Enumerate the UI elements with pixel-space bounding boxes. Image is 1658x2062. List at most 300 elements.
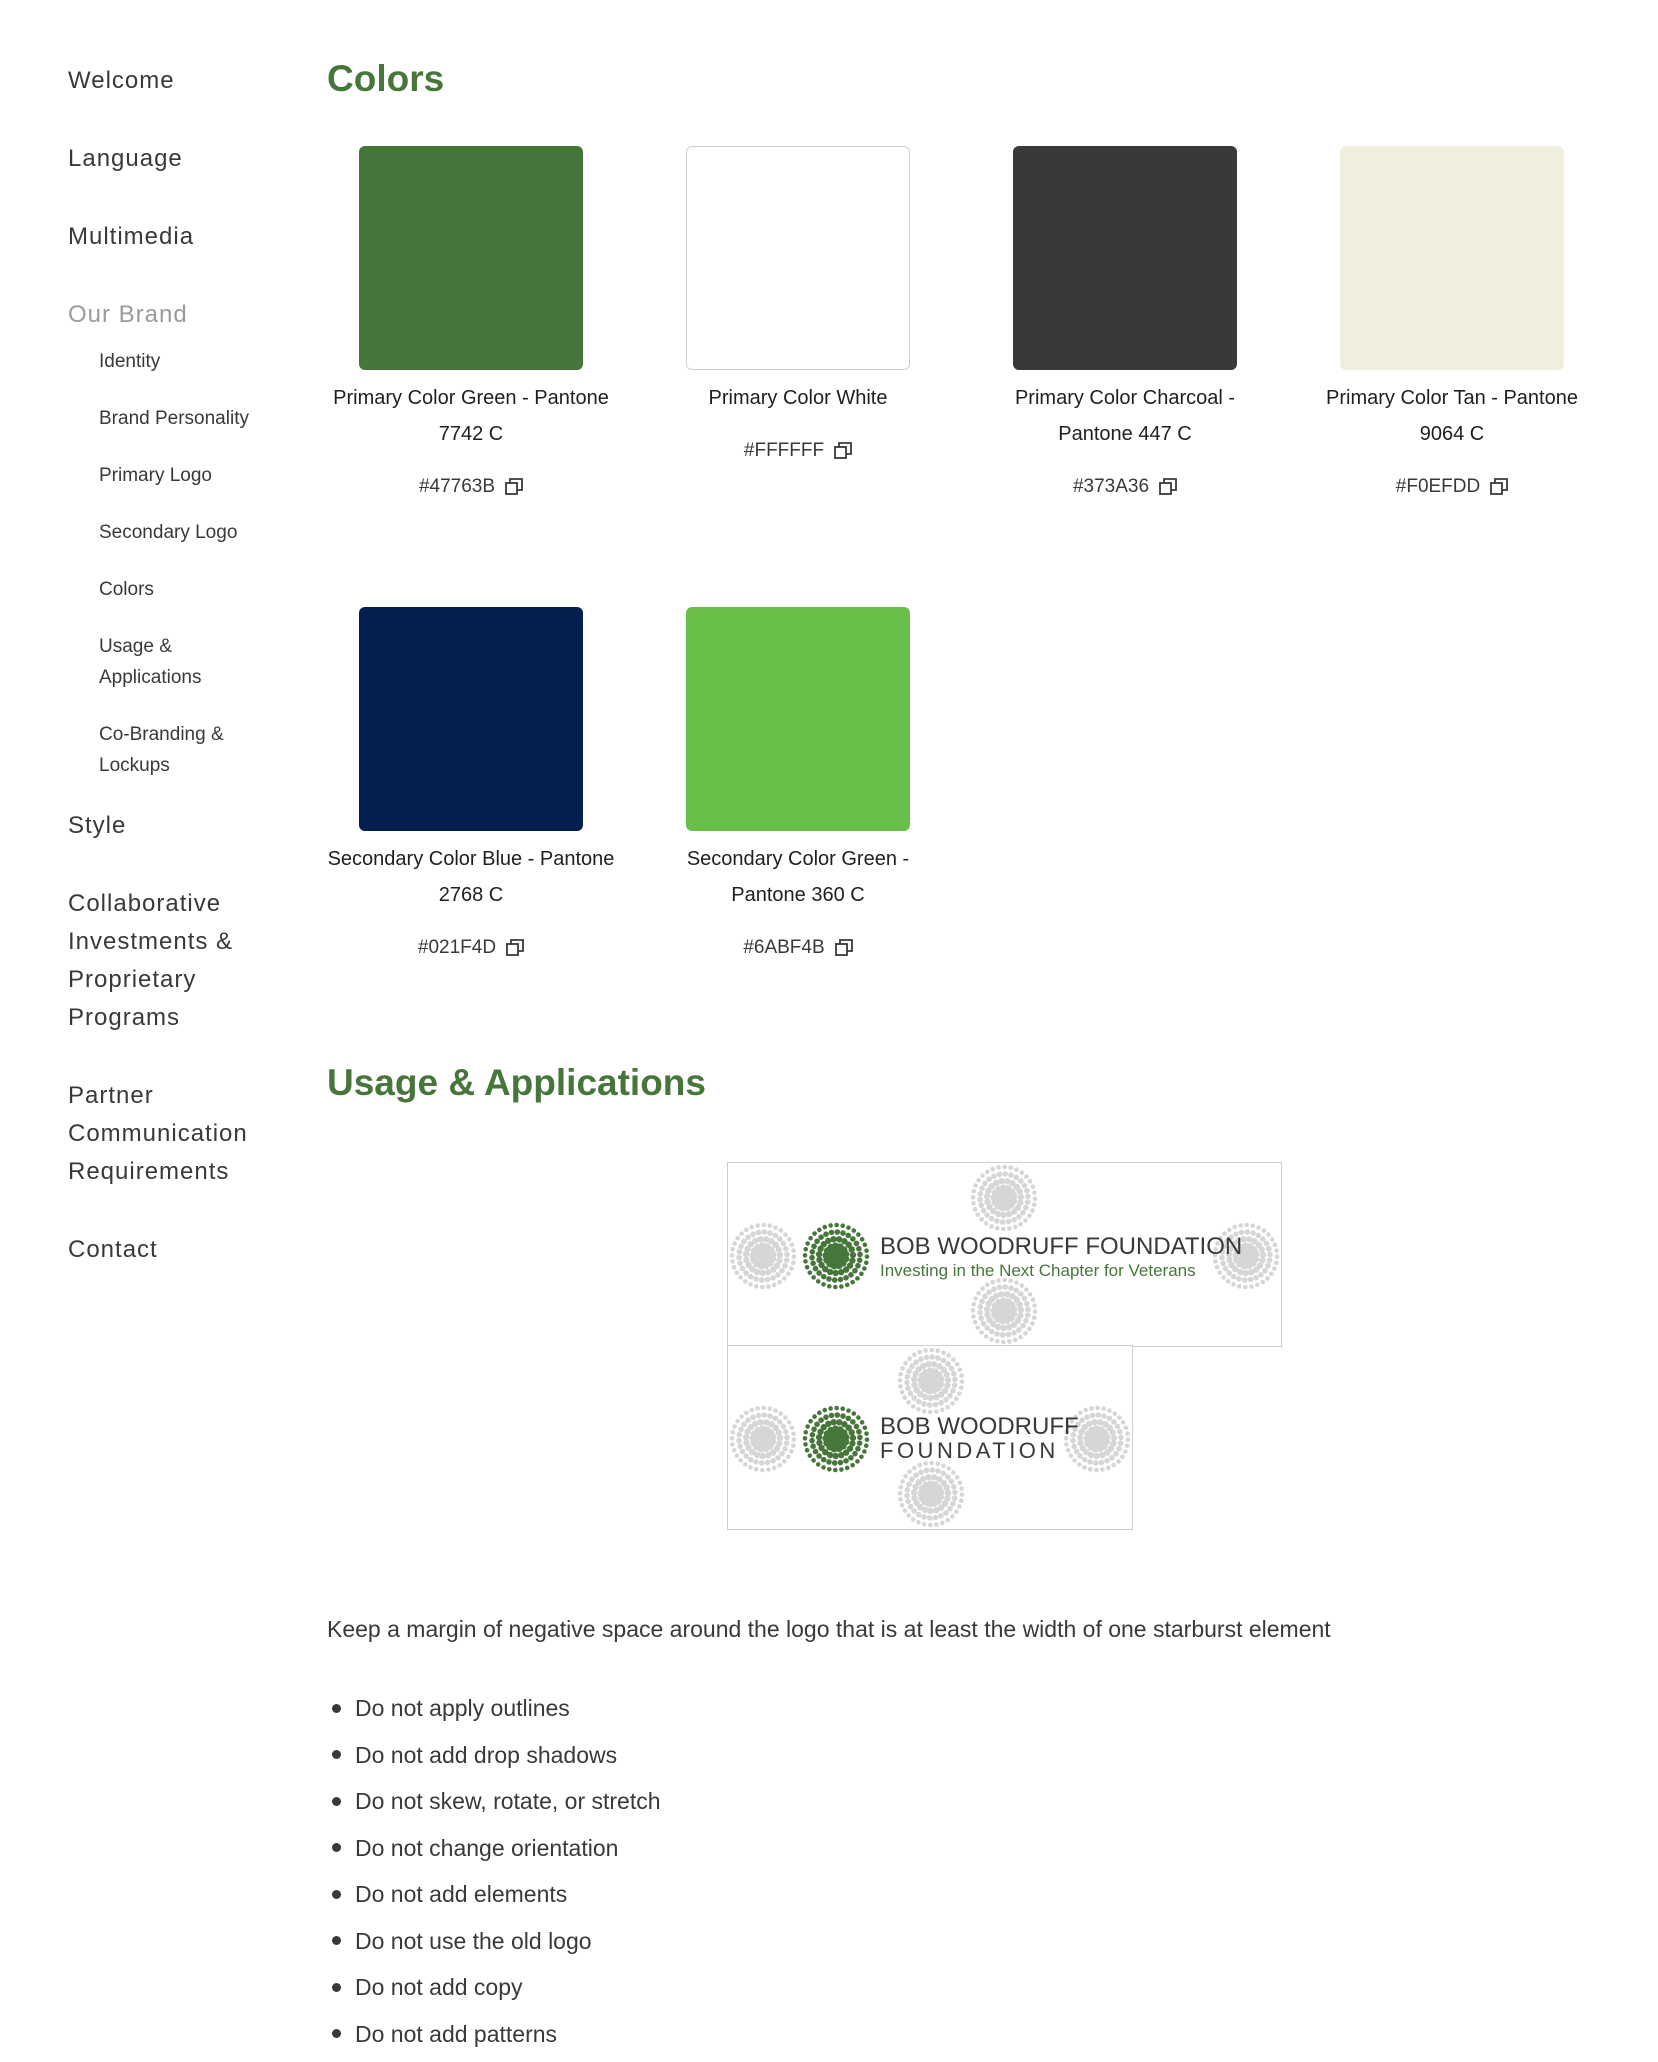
starburst-dot <box>821 1274 827 1280</box>
starburst-dot <box>979 1217 984 1222</box>
starburst-dot <box>986 1289 992 1295</box>
starburst-dot <box>1032 1202 1037 1207</box>
starburst-dot <box>990 1167 995 1172</box>
starburst-dot <box>951 1484 957 1490</box>
starburst-dot <box>741 1239 747 1245</box>
starburst-dot <box>1030 1208 1035 1213</box>
nav-item-language[interactable]: Language <box>68 145 183 172</box>
starburst-dot <box>913 1472 919 1478</box>
starburst-dot <box>1018 1178 1024 1184</box>
nav-item-contact[interactable]: Contact <box>68 1236 158 1263</box>
starburst-dot <box>998 1178 1004 1184</box>
starburst-dot <box>818 1234 824 1240</box>
starburst-dot <box>1079 1417 1085 1423</box>
bullet-icon <box>332 1750 341 1759</box>
starburst-dot <box>816 1440 822 1446</box>
swatch-card <box>321 607 621 959</box>
starburst-dot <box>842 1434 849 1441</box>
starburst-dot <box>952 1490 958 1496</box>
swatch-name: Primary Color Tan - Pantone 9064 C <box>1326 387 1578 445</box>
rule-text: Do not apply outlines <box>355 1695 570 1721</box>
color-swatch <box>1013 146 1237 370</box>
starburst-dot <box>761 1223 766 1228</box>
starburst-dot <box>850 1252 856 1258</box>
starburst-dot <box>1082 1465 1087 1470</box>
starburst-dot <box>855 1446 861 1452</box>
starburst-dot <box>1022 1296 1028 1302</box>
starburst-dot <box>1116 1446 1122 1452</box>
starburst-dot <box>805 1241 810 1246</box>
starburst-dot <box>759 1277 765 1283</box>
starburst-dot <box>743 1453 749 1459</box>
starburst-dot <box>817 1411 822 1416</box>
starburst-dot <box>991 1173 997 1179</box>
starburst-dot <box>737 1443 743 1449</box>
rule-text: Do not skew, rotate, or stretch <box>355 1788 661 1814</box>
sidebar-nav <box>68 62 298 1309</box>
starburst-dot <box>776 1429 782 1435</box>
starburst-dot <box>778 1411 783 1416</box>
starburst-dot <box>1272 1266 1277 1271</box>
starburst-dot <box>1118 1440 1124 1446</box>
starburst-dot <box>1000 1332 1006 1338</box>
starburst-dot <box>979 1185 985 1191</box>
starburst-dot <box>1244 1229 1250 1235</box>
starburst-dot <box>959 1486 964 1491</box>
starburst-dot <box>1024 1188 1030 1194</box>
starburst-dot <box>777 1236 783 1242</box>
starburst-dot <box>833 1285 838 1290</box>
starburst-dot <box>850 1463 855 1468</box>
starburst-dot <box>1091 1419 1097 1425</box>
rule-text: Do not use the old logo <box>355 1927 592 1954</box>
starburst-dot <box>864 1260 869 1265</box>
starburst-dot <box>984 1212 990 1218</box>
starburst-dot <box>911 1489 917 1495</box>
starburst-dot <box>739 1231 744 1236</box>
starburst-dot <box>1248 1269 1254 1275</box>
starburst-dot <box>1231 1282 1236 1287</box>
starburst-dot <box>766 1467 771 1472</box>
bullet-icon <box>332 1890 341 1899</box>
starburst-dot <box>1007 1339 1012 1344</box>
starburst-dot <box>770 1275 776 1281</box>
starburst-dot <box>777 1280 782 1285</box>
copy-icon[interactable] <box>1159 478 1177 496</box>
starburst-dot <box>1269 1271 1274 1276</box>
starburst-dot <box>945 1405 950 1410</box>
nav-subitem-primary-logo[interactable]: Primary Logo <box>99 465 212 486</box>
starburst-dot <box>1018 1194 1024 1200</box>
starburst-dot <box>1010 1306 1017 1313</box>
starburst-dot <box>938 1400 944 1406</box>
starburst-dot <box>863 1425 868 1430</box>
starburst-dot <box>767 1413 773 1419</box>
starburst-dot <box>900 1479 905 1484</box>
starburst-dot <box>945 1518 950 1523</box>
nav-subitem-brand-personality[interactable]: Brand Personality <box>99 408 249 429</box>
starburst-dot <box>997 1172 1003 1178</box>
starburst-dot <box>730 1247 735 1252</box>
starburst-dot <box>849 1429 855 1435</box>
starburst-dot <box>850 1419 856 1425</box>
starburst-dot <box>1237 1284 1242 1289</box>
starburst-dot <box>773 1225 778 1230</box>
starburst-dot <box>829 1230 835 1236</box>
starburst-dot <box>834 1406 839 1411</box>
starburst-dot <box>846 1225 851 1230</box>
starburst-dot <box>950 1501 956 1507</box>
starburst-dot <box>773 1408 778 1413</box>
starburst-dot <box>769 1434 776 1441</box>
nav-item-partner[interactable]: Partner Communication Requirements <box>68 1082 248 1185</box>
starburst-dot <box>833 1468 838 1473</box>
starburst-dot <box>946 1353 951 1358</box>
starburst-dot <box>738 1426 744 1432</box>
starburst-dot <box>1027 1213 1032 1218</box>
starburst-dot <box>737 1432 743 1438</box>
starburst-dot <box>1000 1219 1006 1225</box>
starburst-dot <box>1017 1188 1023 1194</box>
nav-item-multimedia[interactable]: Multimedia <box>68 223 195 250</box>
starburst-dot <box>1001 1227 1006 1232</box>
starburst-dot <box>937 1489 944 1496</box>
logo-wordmark: BOB WOODRUFF <box>880 1413 1079 1440</box>
starburst-dot <box>922 1522 927 1527</box>
starburst-dot <box>756 1413 762 1419</box>
starburst-dot <box>934 1522 939 1527</box>
starburst-dot <box>1017 1199 1023 1205</box>
starburst-dot <box>1030 1321 1035 1326</box>
starburst-dot <box>898 1378 903 1383</box>
starburst-dot <box>1032 1315 1037 1320</box>
starburst-dot <box>1002 1165 1007 1170</box>
copy-icon[interactable] <box>834 442 852 460</box>
starburst-dot <box>978 1304 984 1310</box>
starburst-dot <box>1011 1217 1017 1223</box>
starburst-dot <box>1259 1246 1265 1252</box>
starburst-dot <box>842 1251 849 1258</box>
starburst-dot <box>803 1442 808 1447</box>
nav-subitem-identity[interactable]: Identity <box>99 351 161 372</box>
starburst-dot <box>995 1339 1000 1344</box>
starburst-dot <box>1121 1420 1126 1425</box>
starburst-dot <box>840 1230 846 1236</box>
starburst-dot <box>775 1455 781 1461</box>
starburst-dot <box>1018 1335 1023 1340</box>
starburst-dot <box>1001 1340 1006 1345</box>
starburst-dot <box>857 1435 863 1441</box>
starburst-dot <box>813 1266 819 1272</box>
starburst-dot <box>789 1266 794 1271</box>
starburst-dot <box>1023 1205 1029 1211</box>
starburst-dot <box>735 1236 740 1241</box>
starburst-dot <box>960 1379 965 1384</box>
starburst-dot <box>943 1397 949 1403</box>
hex-row <box>648 937 948 959</box>
starburst-dot <box>973 1320 978 1325</box>
starburst-dot <box>741 1422 747 1428</box>
starburst-dot <box>937 1376 944 1383</box>
starburst-dot <box>730 1253 735 1258</box>
hex-value: #F0EFDD <box>1395 476 1481 497</box>
starburst-dot <box>1095 1406 1100 1411</box>
starburst-dot <box>777 1435 783 1441</box>
starburst-dot <box>952 1377 958 1383</box>
starburst-dot <box>906 1368 912 1374</box>
starburst-dot <box>776 1246 782 1252</box>
starburst-dot <box>740 1449 746 1455</box>
starburst-dot <box>784 1435 790 1441</box>
starburst-dot <box>738 1275 743 1280</box>
hex-row <box>321 476 621 498</box>
starburst-dot <box>1215 1265 1220 1270</box>
starburst-dot <box>843 1275 849 1281</box>
color-swatch <box>359 607 583 831</box>
nav-item-our-brand[interactable]: Our Brand <box>68 301 188 328</box>
starburst-dot <box>1250 1223 1255 1228</box>
starburst-dot <box>982 1294 988 1300</box>
nav-subitem-colors[interactable]: Colors <box>99 579 154 600</box>
starburst-dot <box>907 1356 912 1361</box>
list-item <box>332 1778 661 1825</box>
starburst-dot <box>735 1270 740 1275</box>
starburst-dot <box>743 1251 749 1257</box>
starburst-dot <box>971 1201 976 1206</box>
hex-row <box>321 937 621 959</box>
starburst-dot <box>1106 1416 1112 1422</box>
starburst-dot <box>980 1286 985 1291</box>
starburst-dot <box>1253 1275 1259 1281</box>
color-swatch <box>359 146 583 370</box>
starburst-dot <box>900 1366 905 1371</box>
starburst-dot <box>1028 1292 1033 1297</box>
starburst-dot <box>938 1513 944 1519</box>
starburst-dot <box>1011 1330 1017 1336</box>
starburst-dot <box>743 1434 749 1440</box>
starburst-dot <box>816 1434 822 1440</box>
starburst-dot <box>933 1507 939 1513</box>
starburst-dot <box>826 1276 832 1282</box>
starburst-dot <box>977 1310 983 1316</box>
starburst-dot <box>1013 1225 1018 1230</box>
starburst-dot <box>839 1284 844 1289</box>
starburst-dot <box>1064 1442 1069 1447</box>
starburst-dot <box>805 1265 810 1270</box>
starburst-dot <box>986 1176 992 1182</box>
starburst-dot <box>1008 1165 1013 1170</box>
starburst-dot <box>1101 1413 1107 1419</box>
starburst-dot <box>916 1399 922 1405</box>
starburst-dot <box>1020 1210 1026 1216</box>
copy-icon[interactable] <box>506 939 524 957</box>
swatch-card <box>975 146 1275 498</box>
starburst-dot <box>859 1454 864 1459</box>
nav-item-style[interactable]: Style <box>68 812 127 839</box>
starburst-dot <box>1238 1223 1243 1228</box>
starburst-dot <box>783 1246 789 1252</box>
nav-subitem-cobranding[interactable]: Co-Branding & Lockups <box>99 724 224 776</box>
starburst-dot <box>1124 1425 1129 1430</box>
starburst-dot <box>803 1247 808 1252</box>
starburst-dot <box>772 1466 777 1471</box>
starburst-dot <box>1013 1288 1019 1294</box>
starburst-dot <box>927 1515 933 1521</box>
nav-item-welcome[interactable]: Welcome <box>68 67 175 94</box>
starburst-dot <box>812 1414 817 1419</box>
starburst-dot <box>732 1424 737 1429</box>
starburst-dot <box>857 1257 863 1263</box>
starburst-dot <box>976 1325 981 1330</box>
starburst-dot <box>851 1228 856 1233</box>
starburst-dot <box>935 1468 941 1474</box>
starburst-dot <box>979 1330 984 1335</box>
starburst-dot <box>976 1212 981 1217</box>
starburst-dot <box>730 1259 735 1264</box>
starburst-dot <box>760 1468 765 1473</box>
starburst-dot <box>906 1513 911 1518</box>
starburst-dot <box>989 1329 995 1335</box>
starburst-dot <box>783 1429 789 1435</box>
starburst-dot <box>1220 1260 1226 1266</box>
starburst-dot <box>954 1396 959 1401</box>
starburst-dot <box>865 1254 870 1259</box>
starburst-dot <box>951 1357 956 1362</box>
list-item <box>332 1685 661 1732</box>
starburst-dot <box>840 1413 846 1419</box>
copy-icon[interactable] <box>505 478 523 496</box>
starburst-dot <box>1020 1323 1026 1329</box>
starburst-dot <box>845 1233 851 1239</box>
starburst-dot <box>1074 1449 1080 1455</box>
starburst-dot <box>757 1419 763 1425</box>
rule-text: Do not add drop shadows <box>355 1741 618 1768</box>
starburst-dot <box>821 1465 826 1470</box>
starburst-dot <box>1006 1211 1012 1217</box>
starburst-dot <box>984 1193 990 1199</box>
starburst-dot <box>911 1495 917 1501</box>
starburst-dot <box>905 1385 911 1391</box>
nav-subitem-secondary-logo[interactable]: Secondary Logo <box>99 522 238 543</box>
starburst-dot <box>903 1395 908 1400</box>
starburst-dot <box>848 1455 854 1461</box>
nav-subitem-usage[interactable]: Usage & Applications <box>99 636 202 688</box>
starburst-dot <box>827 1467 832 1472</box>
starburst-dot <box>1072 1458 1077 1463</box>
starburst-dot <box>792 1254 797 1259</box>
starburst-dot <box>940 1521 945 1526</box>
starburst-dot <box>805 1448 810 1453</box>
starburst-dot <box>845 1283 850 1288</box>
starburst-dot <box>996 1165 1001 1170</box>
starburst-dot <box>1104 1458 1110 1464</box>
starburst-dot <box>1111 1419 1117 1425</box>
starburst-dot <box>860 1237 865 1242</box>
starburst-dot <box>927 1508 933 1514</box>
starburst-dot <box>927 1402 933 1408</box>
starburst-dot <box>792 1437 797 1442</box>
starburst-dot <box>951 1371 957 1377</box>
starburst-dot <box>748 1274 754 1280</box>
swatch-card <box>648 146 948 462</box>
starburst-dot <box>911 1376 917 1382</box>
starburst-dot <box>944 1484 950 1490</box>
hex-row <box>648 440 948 462</box>
starburst-dot <box>855 1263 861 1269</box>
starburst-dot <box>843 1458 849 1464</box>
starburst-dot <box>832 1270 838 1276</box>
starburst-dot <box>1100 1467 1105 1472</box>
starburst-dot <box>816 1453 822 1459</box>
starburst-dot <box>921 1401 927 1407</box>
starburst-dot <box>1019 1170 1024 1175</box>
logo-rules-list <box>332 1685 661 2057</box>
starburst-dot <box>1006 1324 1012 1330</box>
starburst-dot <box>732 1448 737 1453</box>
starburst-dot <box>748 1457 754 1463</box>
starburst-dot <box>839 1467 844 1472</box>
starburst-dot <box>994 1331 1000 1337</box>
starburst-dot <box>854 1424 860 1430</box>
starburst-dot <box>984 1312 990 1318</box>
starburst-dot <box>832 1453 838 1459</box>
starburst-dot <box>845 1416 851 1422</box>
starburst-dot <box>748 1282 753 1287</box>
starburst-dot <box>985 1170 990 1175</box>
starburst-dot <box>850 1435 856 1441</box>
starburst-dot <box>1010 1193 1017 1200</box>
starburst-dot <box>898 1384 903 1389</box>
starburst-dot <box>776 1440 782 1446</box>
starburst-dot <box>971 1189 976 1194</box>
starburst-dot <box>957 1391 962 1396</box>
starburst-dot <box>911 1395 917 1401</box>
list-item <box>332 1825 661 1872</box>
starburst-dot <box>803 1430 808 1435</box>
starburst-dot <box>864 1443 869 1448</box>
starburst-dot <box>736 1438 742 1444</box>
starburst-dot <box>777 1252 783 1258</box>
nav-item-collaborative[interactable]: Collaborative Investments & Proprietary Programs <box>68 890 234 1031</box>
starburst-dot <box>945 1377 951 1383</box>
starburst-dot <box>1115 1424 1121 1430</box>
starburst-dot <box>809 1438 815 1444</box>
starburst-dot <box>782 1446 788 1452</box>
starburst-dot <box>933 1402 939 1408</box>
starburst-dot <box>925 1474 931 1480</box>
starburst-dot <box>854 1241 860 1247</box>
starburst-dot <box>906 1481 912 1487</box>
starburst-dot <box>730 1442 735 1447</box>
copy-icon[interactable] <box>835 939 853 957</box>
starburst-dot <box>830 1419 836 1425</box>
copy-icon[interactable] <box>1490 478 1508 496</box>
starburst-dot <box>823 1231 829 1237</box>
starburst-dot <box>784 1440 790 1446</box>
starburst-dot <box>1025 1312 1031 1318</box>
starburst-dot <box>779 1451 785 1457</box>
starburst-dot <box>984 1306 990 1312</box>
starburst-dot <box>816 1279 821 1284</box>
starburst-dot <box>927 1395 933 1401</box>
starburst-dot <box>1077 1453 1083 1459</box>
starburst-dot <box>900 1390 905 1395</box>
starburst-dot <box>950 1401 955 1406</box>
starburst-dot <box>822 1225 827 1230</box>
starburst-dot <box>1242 1270 1248 1276</box>
starburst-dot <box>1093 1453 1099 1459</box>
starburst-dot <box>822 1408 827 1413</box>
